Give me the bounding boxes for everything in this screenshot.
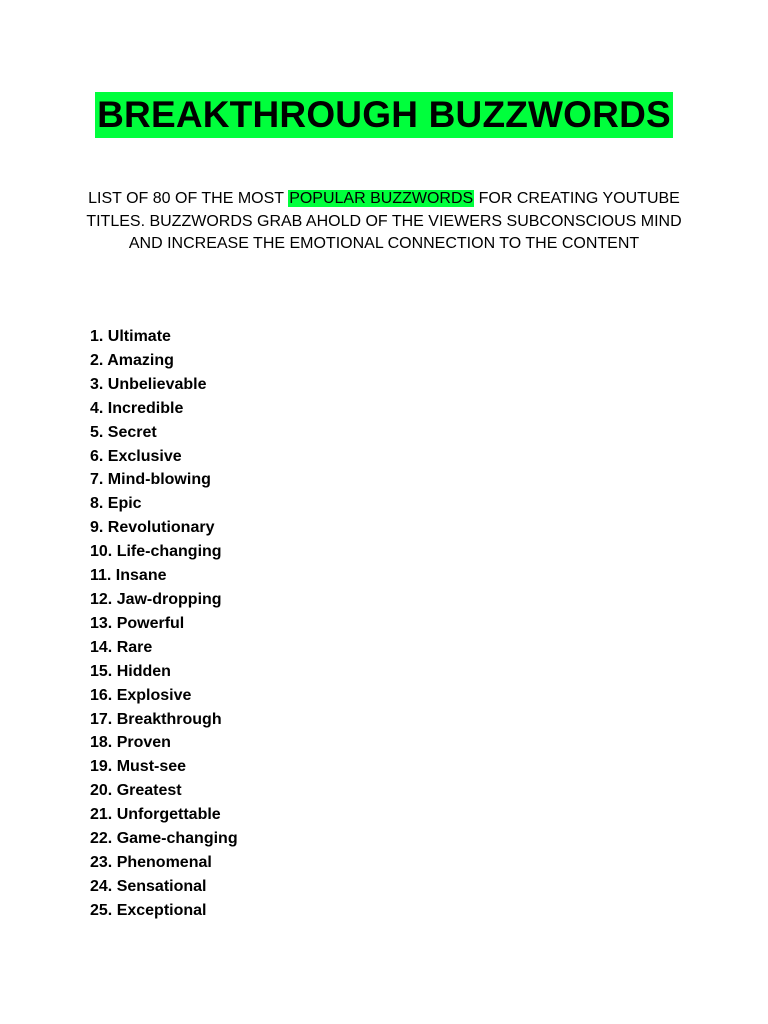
- list-item: 18. Proven: [90, 734, 171, 752]
- list-item: 22. Game-changing: [90, 830, 238, 848]
- list-item: 3. Unbelievable: [90, 375, 207, 393]
- list-item: 14. Rare: [90, 638, 153, 656]
- list-item: 11. Insane: [90, 567, 167, 585]
- list-item: 5. Secret: [90, 423, 157, 441]
- list-item: 8. Epic: [90, 495, 142, 513]
- intro-paragraph: [84, 188, 684, 256]
- list-item: 12. Jaw-dropping: [90, 590, 222, 608]
- list-item: 10. Life-changing: [90, 543, 222, 561]
- list-item: 23. Phenomenal: [90, 853, 212, 871]
- intro-text-after: FOR CREATING YOUTUBE TITLES. BUZZWORDS GRAB AHOLD OF THE VIEWERS SUBCONSCIOUS MIND AND INCREASE THE EMOTIONAL CONNECTION TO THE CONTENT: [86, 190, 682, 252]
- intro-highlight: POPULAR BUZZWORDS: [289, 190, 474, 207]
- list-item: 2. Amazing: [90, 351, 174, 369]
- list-item: 21. Unforgettable: [90, 806, 221, 824]
- list-item: 4. Incredible: [90, 399, 184, 417]
- list-item: 13. Powerful: [90, 614, 185, 632]
- intro-text-before: LIST OF 80 OF THE MOST: [88, 190, 289, 207]
- buzzword-list: [90, 325, 238, 923]
- list-item: 19. Must-see: [90, 758, 187, 776]
- list-item: 17. Breakthrough: [90, 710, 222, 728]
- list-item: 6. Exclusive: [90, 447, 182, 465]
- list-item: 15. Hidden: [90, 662, 171, 680]
- list-item: 24. Sensational: [90, 877, 207, 895]
- title-block: [0, 92, 768, 138]
- list-item: 7. Mind-blowing: [90, 471, 211, 489]
- page-title: BREAKTHROUGH BUZZWORDS: [95, 92, 673, 138]
- list-item: 1. Ultimate: [90, 328, 171, 345]
- list-item: 20. Greatest: [90, 782, 182, 800]
- list-item: 16. Explosive: [90, 686, 192, 704]
- list-item: 25. Exceptional: [90, 901, 207, 919]
- list-item: 9. Revolutionary: [90, 519, 215, 537]
